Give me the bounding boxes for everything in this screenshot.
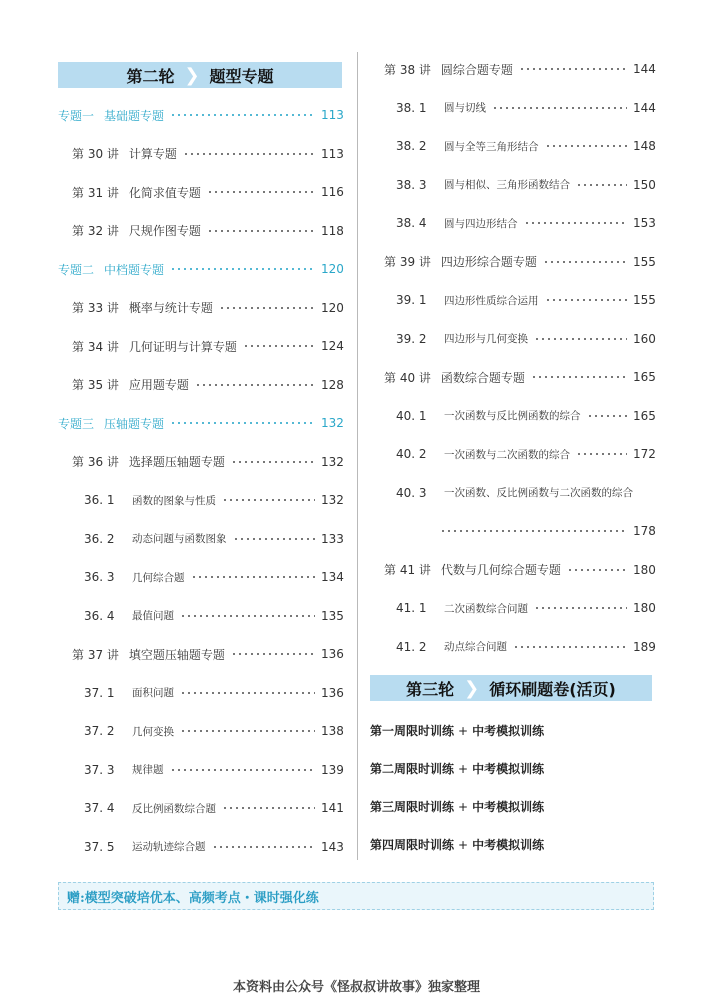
page-number: 113	[321, 146, 344, 161]
entry-number: 第 32 讲	[72, 224, 119, 238]
page-number: 138	[321, 724, 344, 738]
dot-leader	[183, 153, 315, 155]
toc-lecture-row[interactable]	[72, 375, 343, 395]
toc-subsection-row[interactable]	[396, 136, 655, 156]
page-number: 128	[321, 377, 344, 392]
toc-subsection-row[interactable]	[396, 637, 655, 657]
page-number: 132	[321, 493, 344, 507]
entry-number: 38. 2	[396, 139, 427, 153]
entry-number: 36. 2	[84, 531, 115, 546]
dot-leader	[519, 68, 627, 70]
dot-leader	[170, 114, 315, 116]
week-label: 第四周限时训练	[370, 838, 455, 852]
mock-exam-label: 中考模拟训练	[472, 800, 545, 814]
toc-lecture-row[interactable]	[72, 221, 343, 241]
dot-leader	[534, 607, 627, 609]
dot-leader	[440, 530, 627, 532]
toc-lecture-row[interactable]	[384, 560, 655, 580]
toc-lecture-row[interactable]	[72, 644, 343, 664]
dot-leader	[545, 299, 628, 301]
toc-subsection-row[interactable]	[84, 837, 343, 857]
week-practice-row[interactable]	[370, 760, 544, 777]
toc-lecture-row[interactable]	[72, 182, 343, 202]
dot-leader	[212, 846, 316, 848]
toc-lecture-row[interactable]	[72, 144, 343, 164]
page-number: 144	[633, 100, 656, 115]
toc-topic-row[interactable]	[58, 259, 343, 279]
entry-title: 计算专题	[128, 147, 177, 161]
toc-lecture-row[interactable]	[72, 298, 343, 318]
page-number: 113	[321, 108, 344, 122]
page-number: 141	[321, 801, 344, 815]
entry-number: 37. 1	[84, 685, 115, 700]
entry-title: 中档题专题	[104, 262, 165, 277]
plus-sign: +	[458, 800, 469, 814]
entry-title: 代数与几何综合题专题	[440, 563, 561, 577]
toc-lecture-row[interactable]	[384, 59, 655, 79]
entry-title: 圆综合题专题	[440, 62, 513, 77]
page-number: 172	[633, 447, 656, 461]
page-number: 165	[633, 370, 656, 384]
section-banner-round-three	[370, 675, 652, 701]
week-label: 第二周限时训练	[370, 762, 455, 776]
toc-continuation-row[interactable]	[434, 521, 655, 541]
entry-number: 38. 1	[396, 100, 427, 115]
entry-title: 几何证明与计算专题	[128, 339, 237, 354]
page-number: 155	[633, 293, 656, 307]
page-number: 120	[321, 262, 344, 276]
entry-number: 40. 2	[396, 447, 427, 461]
entry-number: 37. 4	[84, 801, 115, 815]
week-practice-row[interactable]	[370, 798, 544, 815]
dot-leader	[534, 338, 627, 340]
entry-title: 圆与全等三角形结合	[444, 140, 539, 153]
page-number: 136	[321, 647, 344, 661]
round-label: 第三轮	[406, 679, 455, 699]
entry-number: 专题二	[58, 262, 95, 277]
dot-leader	[531, 376, 627, 378]
toc-subsection-row[interactable]	[396, 98, 655, 118]
page-number: 144	[633, 62, 656, 76]
entry-title: 几何变换	[132, 725, 174, 738]
page-number: 178	[633, 524, 656, 538]
plus-sign: +	[458, 724, 469, 738]
section-banner-round-two	[58, 62, 342, 88]
page-number: 189	[633, 639, 656, 654]
entry-title: 一次函数、反比例函数与二次函数的综合	[444, 487, 633, 499]
page-number: 134	[321, 570, 344, 584]
entry-title: 尺规作图专题	[128, 224, 201, 238]
toc-subsection-row[interactable]	[396, 483, 655, 503]
week-practice-row[interactable]	[370, 836, 544, 853]
dot-leader	[524, 222, 628, 224]
page-number: 118	[321, 223, 344, 238]
entry-title: 规律题	[132, 764, 164, 776]
entry-number: 39. 2	[396, 331, 427, 346]
page-number: 133	[321, 531, 344, 546]
chevron-right-icon: ❯	[464, 677, 480, 699]
toc-subsection-row[interactable]	[396, 598, 655, 618]
dot-leader	[587, 415, 628, 417]
toc-subsection-row[interactable]	[84, 798, 343, 818]
round-label: 第二轮	[126, 66, 175, 86]
entry-title: 最值问题	[132, 610, 174, 622]
entry-number: 40. 3	[396, 485, 427, 500]
entry-number: 37. 3	[84, 762, 115, 777]
entry-number: 第 38 讲	[384, 62, 431, 77]
toc-lecture-row[interactable]	[72, 452, 343, 472]
entry-number: 第 33 讲	[72, 301, 119, 315]
entry-title: 圆与切线	[444, 102, 486, 114]
entry-number: 第 31 讲	[72, 185, 119, 200]
page-number: 116	[321, 185, 344, 199]
entry-number: 第 37 讲	[72, 647, 119, 662]
entry-number: 第 41 讲	[384, 563, 431, 577]
dot-leader	[545, 145, 628, 147]
dot-leader	[492, 107, 627, 109]
page-number: 155	[633, 254, 656, 269]
entry-number: 专题一	[58, 108, 95, 123]
entry-title: 动点综合问题	[444, 641, 507, 653]
toc-subsection-row[interactable]	[396, 444, 655, 464]
dot-leader	[231, 653, 315, 655]
week-label: 第一周限时训练	[370, 724, 455, 738]
dot-leader	[576, 453, 627, 455]
dot-leader	[513, 646, 627, 648]
entry-title: 运动轨迹综合题	[132, 841, 206, 853]
entry-title: 几何综合题	[132, 571, 185, 584]
page-number: 124	[321, 339, 344, 353]
entry-title: 概率与统计专题	[128, 301, 213, 315]
entry-title: 圆与相似、三角形函数结合	[444, 179, 570, 191]
page-number: 136	[321, 685, 344, 700]
entry-title: 四边形综合题专题	[440, 255, 537, 269]
entry-number: 第 36 讲	[72, 455, 119, 469]
entry-number: 36. 1	[84, 493, 115, 507]
toc-subsection-row[interactable]	[396, 175, 655, 195]
dot-leader	[170, 268, 315, 270]
page-number: 165	[633, 408, 656, 423]
column-divider	[357, 52, 358, 860]
entry-number: 37. 2	[84, 724, 115, 738]
entry-number: 第 30 讲	[72, 147, 119, 161]
entry-number: 41. 1	[396, 601, 427, 615]
gift-text: 赠:模型突破培优本、高频考点・课时强化练	[67, 890, 319, 906]
mock-exam-label: 中考模拟训练	[472, 724, 545, 738]
toc-subsection-row[interactable]	[84, 606, 343, 626]
page-number: 160	[633, 331, 656, 346]
mock-exam-label: 中考模拟训练	[472, 762, 545, 776]
dot-leader	[543, 261, 627, 263]
dot-leader	[222, 499, 315, 501]
dot-leader	[222, 807, 315, 809]
dot-leader	[180, 692, 315, 694]
dot-leader	[207, 230, 315, 232]
page-number: 153	[633, 216, 656, 230]
entry-title: 动态问题与函数图象	[132, 533, 227, 545]
dot-leader	[243, 345, 315, 347]
toc-topic-row[interactable]	[58, 413, 343, 433]
gift-note	[58, 882, 654, 910]
entry-number: 36. 3	[84, 570, 115, 584]
toc-subsection-row[interactable]	[84, 760, 343, 780]
week-label: 第三周限时训练	[370, 800, 455, 814]
entry-number: 36. 4	[84, 608, 115, 623]
toc-subsection-row[interactable]	[84, 529, 343, 549]
entry-number: 40. 1	[396, 408, 427, 423]
entry-number: 第 34 讲	[72, 339, 119, 354]
toc-subsection-row[interactable]	[396, 329, 655, 349]
toc-subsection-row[interactable]	[84, 721, 343, 741]
toc-lecture-row[interactable]	[72, 336, 343, 356]
dot-leader	[207, 191, 315, 193]
toc-subsection-row[interactable]	[396, 290, 655, 310]
entry-title: 圆与四边形结合	[444, 217, 518, 230]
toc-subsection-row[interactable]	[84, 683, 343, 703]
entry-title: 四边形与几何变换	[444, 333, 528, 345]
page-number: 132	[321, 454, 344, 469]
dot-leader	[170, 769, 316, 771]
entry-title: 应用题专题	[128, 378, 189, 392]
entry-title: 函数的图象与性质	[132, 494, 216, 507]
toc-subsection-row[interactable]	[396, 213, 655, 233]
entry-number: 专题三	[58, 416, 95, 431]
entry-title: 一次函数与反比例函数的综合	[444, 410, 581, 422]
page-number: 143	[321, 839, 344, 854]
entry-title: 面积问题	[132, 687, 174, 699]
entry-number: 第 35 讲	[72, 378, 119, 392]
toc-subsection-row[interactable]	[396, 406, 655, 426]
entry-title: 二次函数综合问题	[444, 602, 528, 615]
entry-title: 选择题压轴题专题	[128, 455, 225, 469]
plus-sign: +	[458, 762, 469, 776]
dot-leader	[180, 730, 315, 732]
entry-title: 反比例函数综合题	[132, 802, 216, 815]
page-number: 148	[633, 139, 656, 153]
entry-title: 压轴题专题	[104, 416, 165, 431]
dot-leader	[170, 422, 315, 424]
page-number: 139	[321, 762, 344, 777]
mock-exam-label: 中考模拟训练	[472, 838, 545, 852]
entry-number: 39. 1	[396, 293, 427, 307]
dot-leader	[567, 569, 627, 571]
page-number: 180	[633, 562, 656, 577]
entry-title: 四边形性质综合运用	[444, 294, 539, 307]
week-practice-row[interactable]	[370, 722, 544, 739]
dot-leader	[219, 307, 315, 309]
dot-leader	[191, 576, 316, 578]
entry-title: 填空题压轴题专题	[128, 647, 225, 662]
entry-number: 第 39 讲	[384, 255, 431, 269]
toc-lecture-row[interactable]	[384, 367, 655, 387]
page-number: 132	[321, 416, 344, 430]
footer-credit: 本资料由公众号《怪叔叔讲故事》独家整理	[232, 980, 480, 995]
dot-leader	[180, 615, 315, 617]
chevron-right-icon: ❯	[184, 64, 200, 86]
toc-topic-row[interactable]	[58, 105, 343, 125]
entry-number: 第 40 讲	[384, 370, 431, 385]
dot-leader	[231, 461, 315, 463]
page-number: 150	[633, 177, 656, 192]
toc-subsection-row[interactable]	[84, 567, 343, 587]
entry-number: 38. 3	[396, 177, 427, 192]
page-number: 135	[321, 608, 344, 623]
entry-title: 函数综合题专题	[440, 370, 525, 385]
toc-lecture-row[interactable]	[384, 252, 655, 272]
entry-title: 基础题专题	[104, 108, 165, 123]
dot-leader	[195, 384, 315, 386]
round-title: 题型专题	[209, 66, 274, 86]
page-number: 180	[633, 601, 656, 615]
toc-subsection-row[interactable]	[84, 490, 343, 510]
entry-title: 一次函数与二次函数的综合	[444, 448, 570, 461]
entry-number: 41. 2	[396, 639, 427, 654]
entry-number: 38. 4	[396, 216, 427, 230]
plus-sign: +	[458, 838, 469, 852]
dot-leader	[576, 184, 627, 186]
entry-number: 37. 5	[84, 839, 115, 854]
entry-title: 化简求值专题	[128, 185, 201, 200]
dot-leader	[233, 538, 316, 540]
round-title: 循环刷题卷(活页)	[489, 679, 616, 699]
page-number: 120	[321, 300, 344, 315]
